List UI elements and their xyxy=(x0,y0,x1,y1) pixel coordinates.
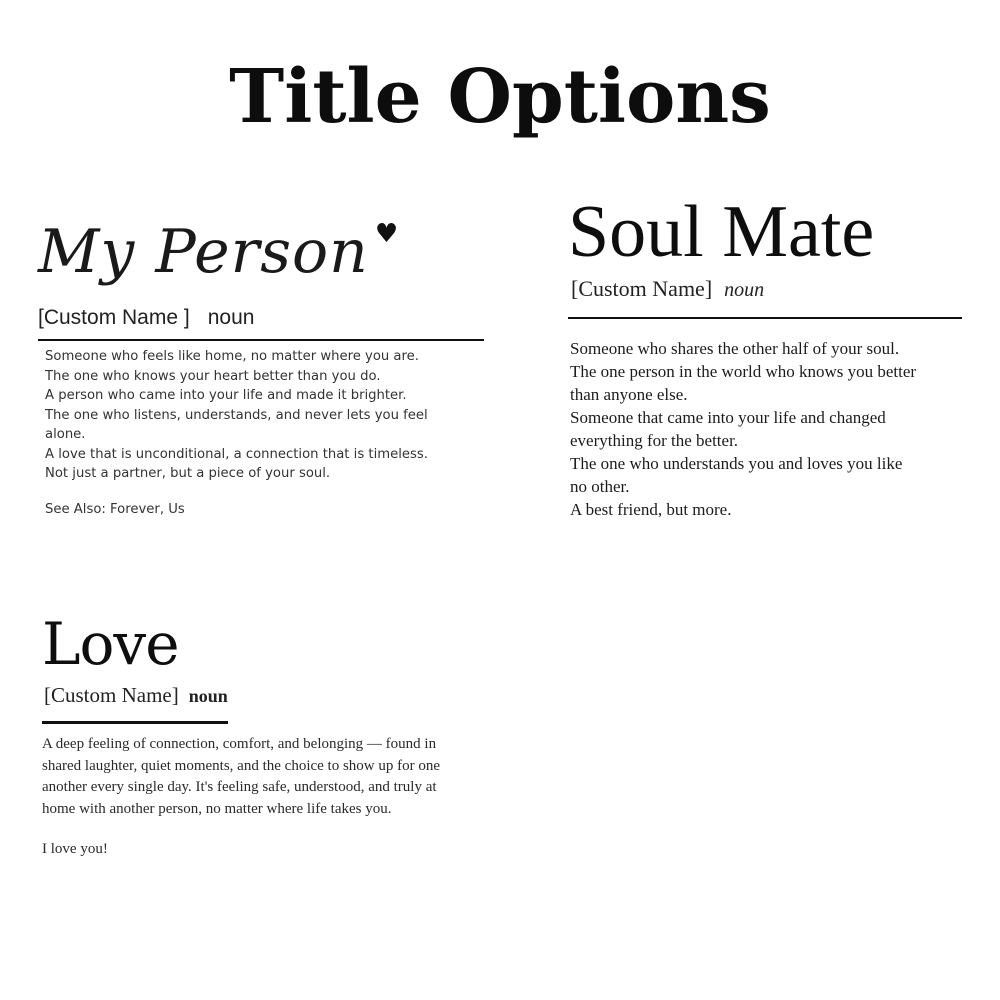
definition-line: no other. xyxy=(570,477,630,496)
definition-line: The one who knows your heart better than you do. xyxy=(45,368,381,384)
definition-line: home with another person, no matter where life takes you. xyxy=(42,800,392,817)
option-title: Love xyxy=(42,610,179,678)
divider-rule xyxy=(568,317,962,319)
custom-name-placeholder: [Custom Name] xyxy=(571,276,713,301)
divider-rule xyxy=(42,721,228,724)
title-option-love xyxy=(42,612,532,860)
see-also-text: See Also: Forever, Us xyxy=(45,501,185,517)
title-option-soul-mate xyxy=(568,190,968,521)
definition-text xyxy=(42,734,522,820)
definition-line: The one who understands you and loves you like xyxy=(570,454,903,473)
closing-text: I love you! xyxy=(42,841,108,857)
definition-headword xyxy=(38,305,508,331)
part-of-speech: noun xyxy=(207,306,255,329)
part-of-speech: noun xyxy=(724,279,765,301)
definition-line: alone. xyxy=(45,427,86,442)
definition-line: A person who came into your life and made it brighter. xyxy=(45,388,407,403)
custom-name-placeholder: [Custom Name ] xyxy=(38,306,190,329)
definition-text xyxy=(38,347,495,484)
definition-line: The one who listens, understands, and never lets you feel xyxy=(45,407,428,423)
option-title: Soul Mate xyxy=(568,191,875,273)
heart-icon: ♥ xyxy=(374,219,400,249)
definition-line: another every single day. It's feeling safe, understood, and truly at xyxy=(42,779,437,795)
definition-line: everything for the better. xyxy=(570,431,739,450)
definition-text xyxy=(568,337,965,521)
custom-name-placeholder: [Custom Name] xyxy=(44,683,179,707)
definition-line: A love that is unconditional, a connection that is timeless. xyxy=(45,446,428,462)
definition-line: A deep feeling of connection, comfort, and belonging — found in xyxy=(42,736,437,752)
definition-line: than anyone else. xyxy=(570,385,688,404)
option-title xyxy=(38,195,508,291)
definition-line: A best friend, but more. xyxy=(570,500,732,519)
definition-line: The one person in the world who knows you better xyxy=(570,362,917,381)
definition-line: Someone who shares the other half of your soul. xyxy=(570,339,900,358)
title-option-my-person xyxy=(38,195,508,519)
definition-line: shared laughter, quiet moments, and the choice to show up for one xyxy=(42,757,441,774)
definition-line: Not just a partner, but a piece of your soul. xyxy=(45,466,331,481)
part-of-speech: noun xyxy=(188,686,228,706)
option-title-text: My Person xyxy=(38,217,369,287)
definition-headword xyxy=(568,276,968,303)
definition-line: Someone that came into your life and changed xyxy=(570,408,886,427)
definition-line: Someone who feels like home, no matter where you are. xyxy=(45,349,419,364)
definition-headword xyxy=(42,682,532,709)
divider-rule xyxy=(38,339,484,341)
page-title: Title Options xyxy=(229,54,771,140)
